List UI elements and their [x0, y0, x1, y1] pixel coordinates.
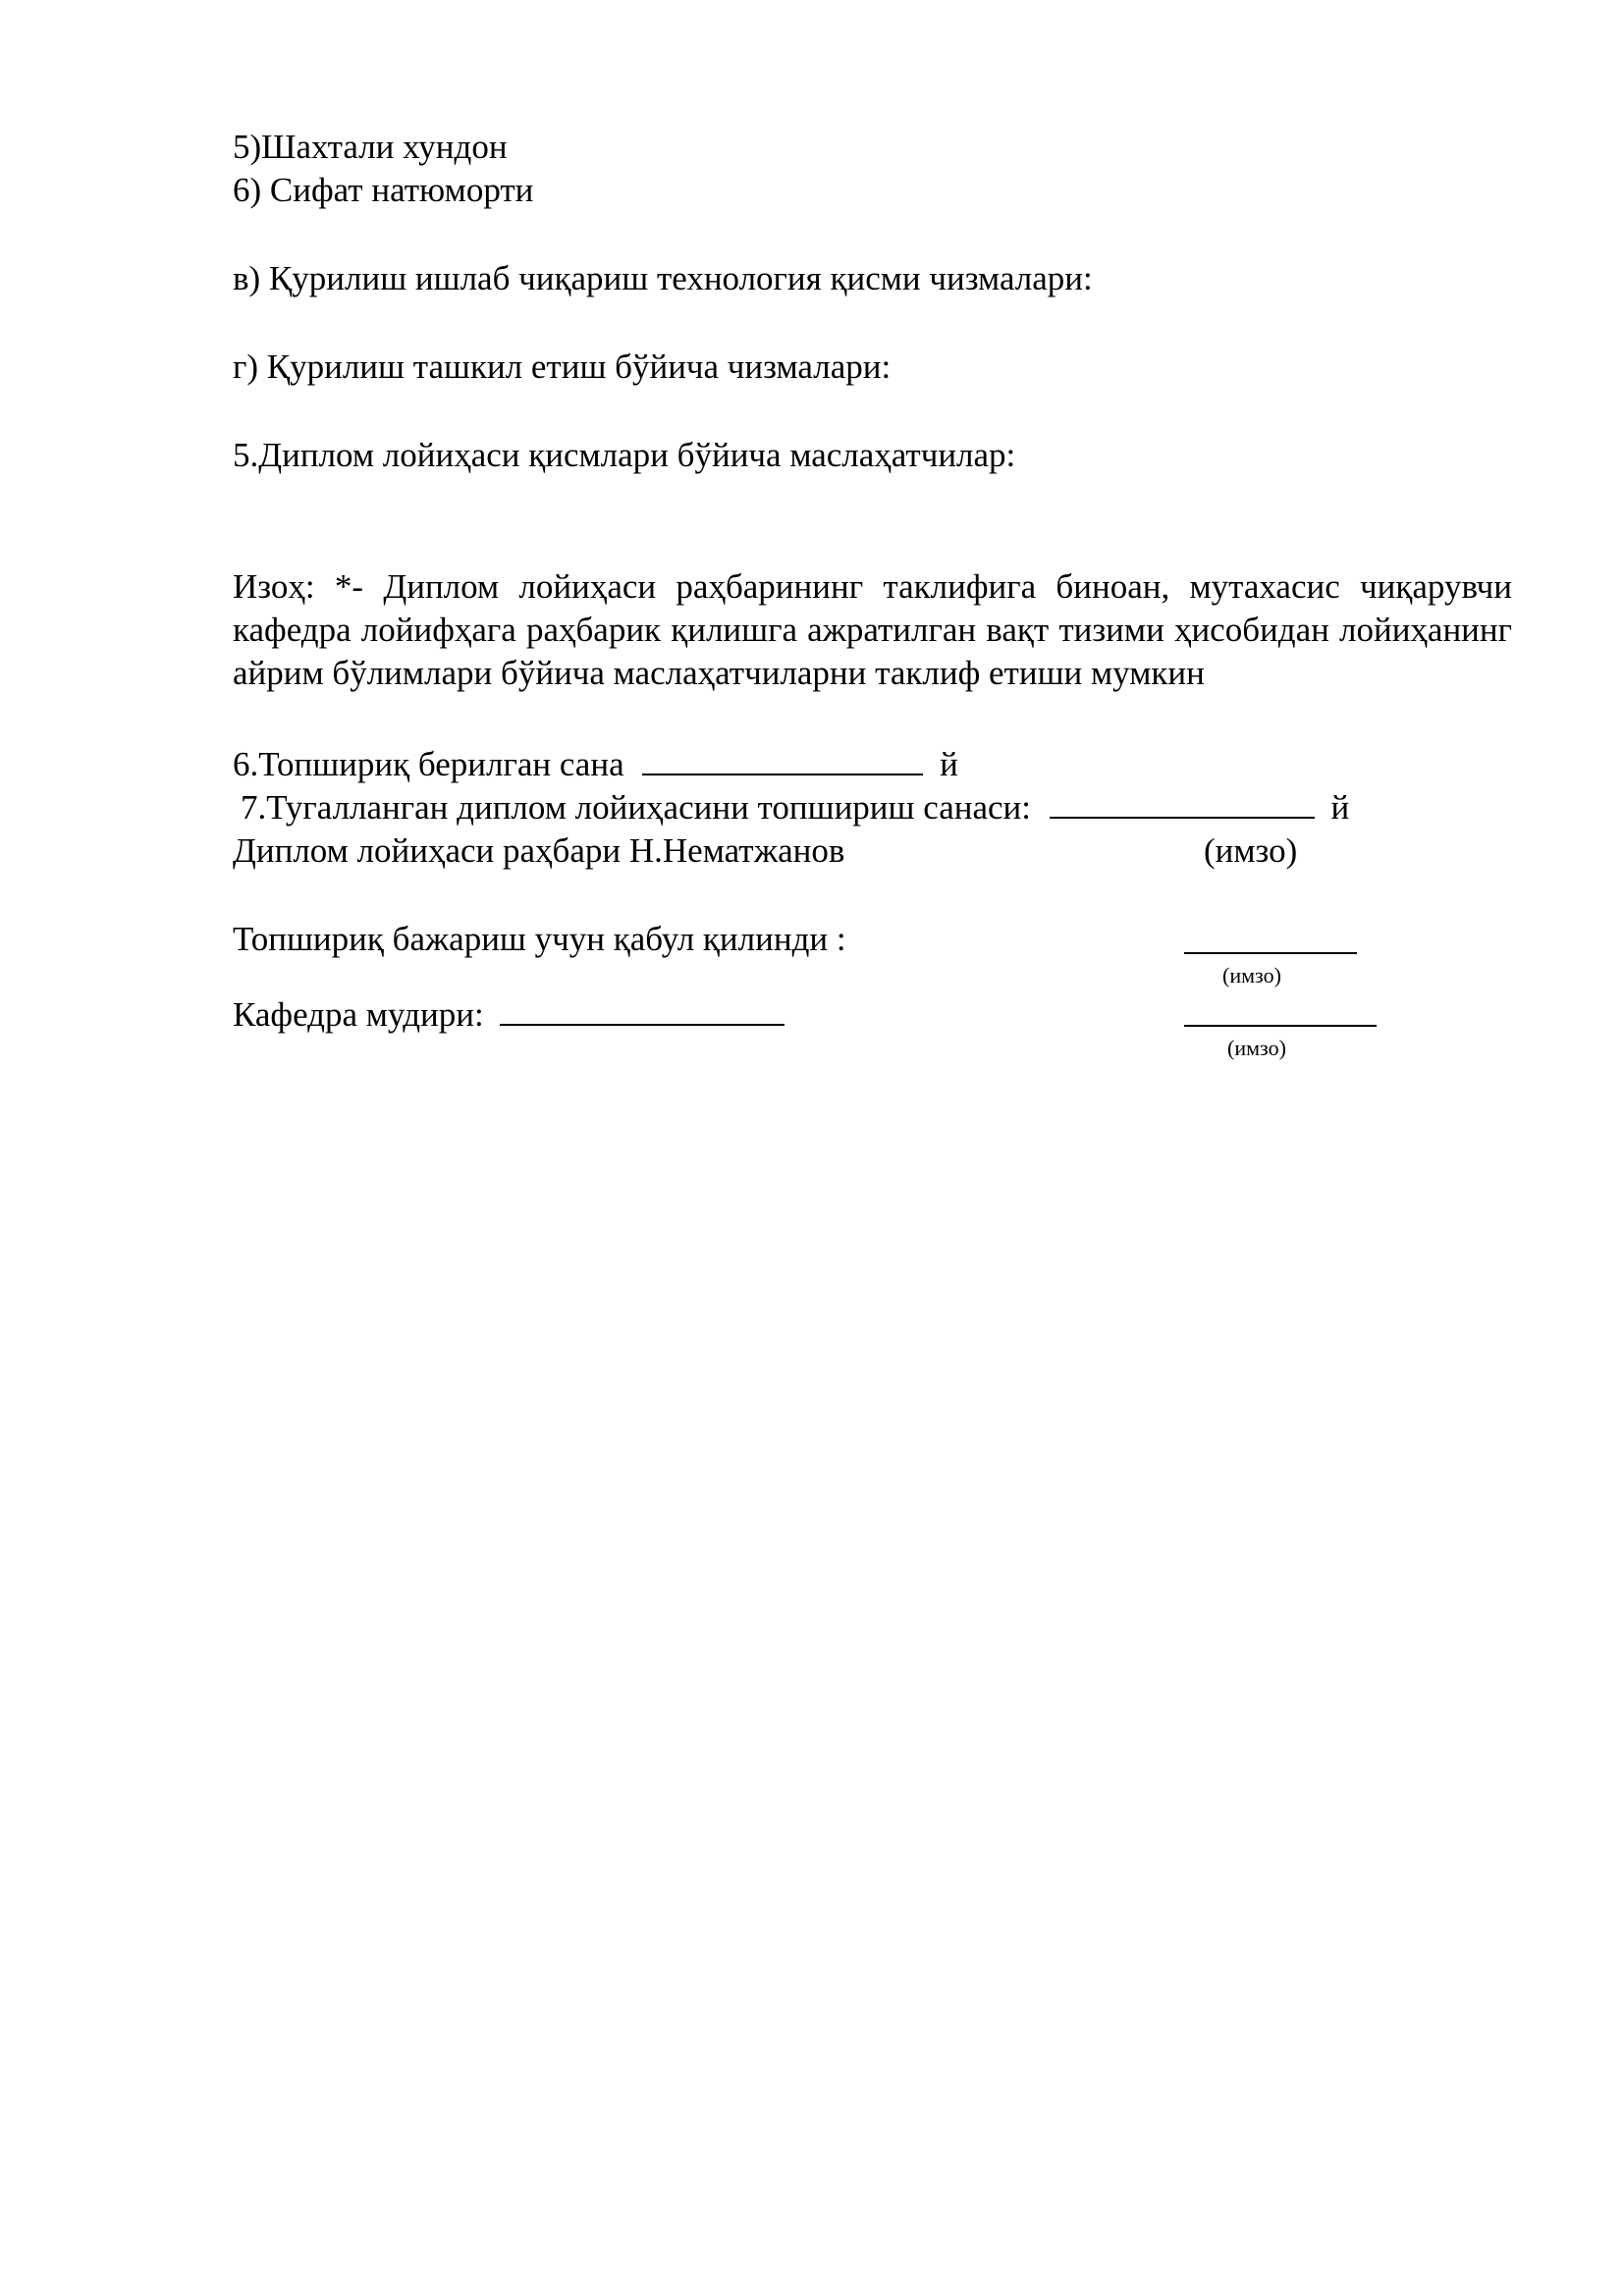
supervisor-label: Диплом лойиҳаси раҳбари Н.Нематжанов [233, 831, 845, 870]
supervisor-signature: (имзо) [1204, 831, 1298, 870]
head-of-department-label: Кафедра мудири: [233, 995, 484, 1034]
head-of-department-blank [500, 994, 785, 1026]
section-g-heading: г) Қурилиш ташкил етиш бўйича чизмалари: [233, 347, 892, 386]
assignment-date-blank [642, 744, 923, 775]
submission-date-blank [1050, 787, 1315, 819]
head-signature-line [1184, 1025, 1377, 1027]
head-signature-caption: (имзо) [1227, 1036, 1286, 1060]
assignment-date-suffix: й [940, 745, 958, 783]
assignment-date-label: 6.Топшириқ берилган сана [233, 745, 624, 783]
submission-date-label: 7.Тугалланган диплом лойиҳасини топшириш санаси: [241, 788, 1031, 827]
section-v-heading: в) Қурилиш ишлаб чиқариш технология қисми чизмалари: [233, 259, 1093, 297]
note-paragraph: Изоҳ: *- Диплом лойиҳаси раҳбарининг таклифига биноан, мутахасис чиқарувчи кафедра лойифҳага раҳбарик қилишга ажратилган вақт тизими ҳисобидан лойиҳанинг айрим бўлимлари бўйича маслаҳатчиларни таклиф етиши мумкин [233, 567, 1512, 692]
submission-date-suffix: й [1330, 788, 1350, 827]
assignment-date-line [233, 743, 958, 786]
item-5-line: 5)Шахтали хундон [233, 128, 508, 166]
accepted-signature-line [1184, 952, 1357, 954]
accepted-signature-caption: (имзо) [1222, 963, 1281, 988]
submission-date-line [241, 786, 1349, 829]
head-of-department-line [233, 993, 785, 1037]
accepted-label: Топшириқ бажариш учун қабул қилинди : [233, 920, 846, 958]
section-5-heading: 5.Диплом лойиҳаси қисмлари бўйича маслаҳатчилар: [233, 436, 1016, 474]
item-6-line: 6) Сифат натюморти [233, 171, 534, 209]
